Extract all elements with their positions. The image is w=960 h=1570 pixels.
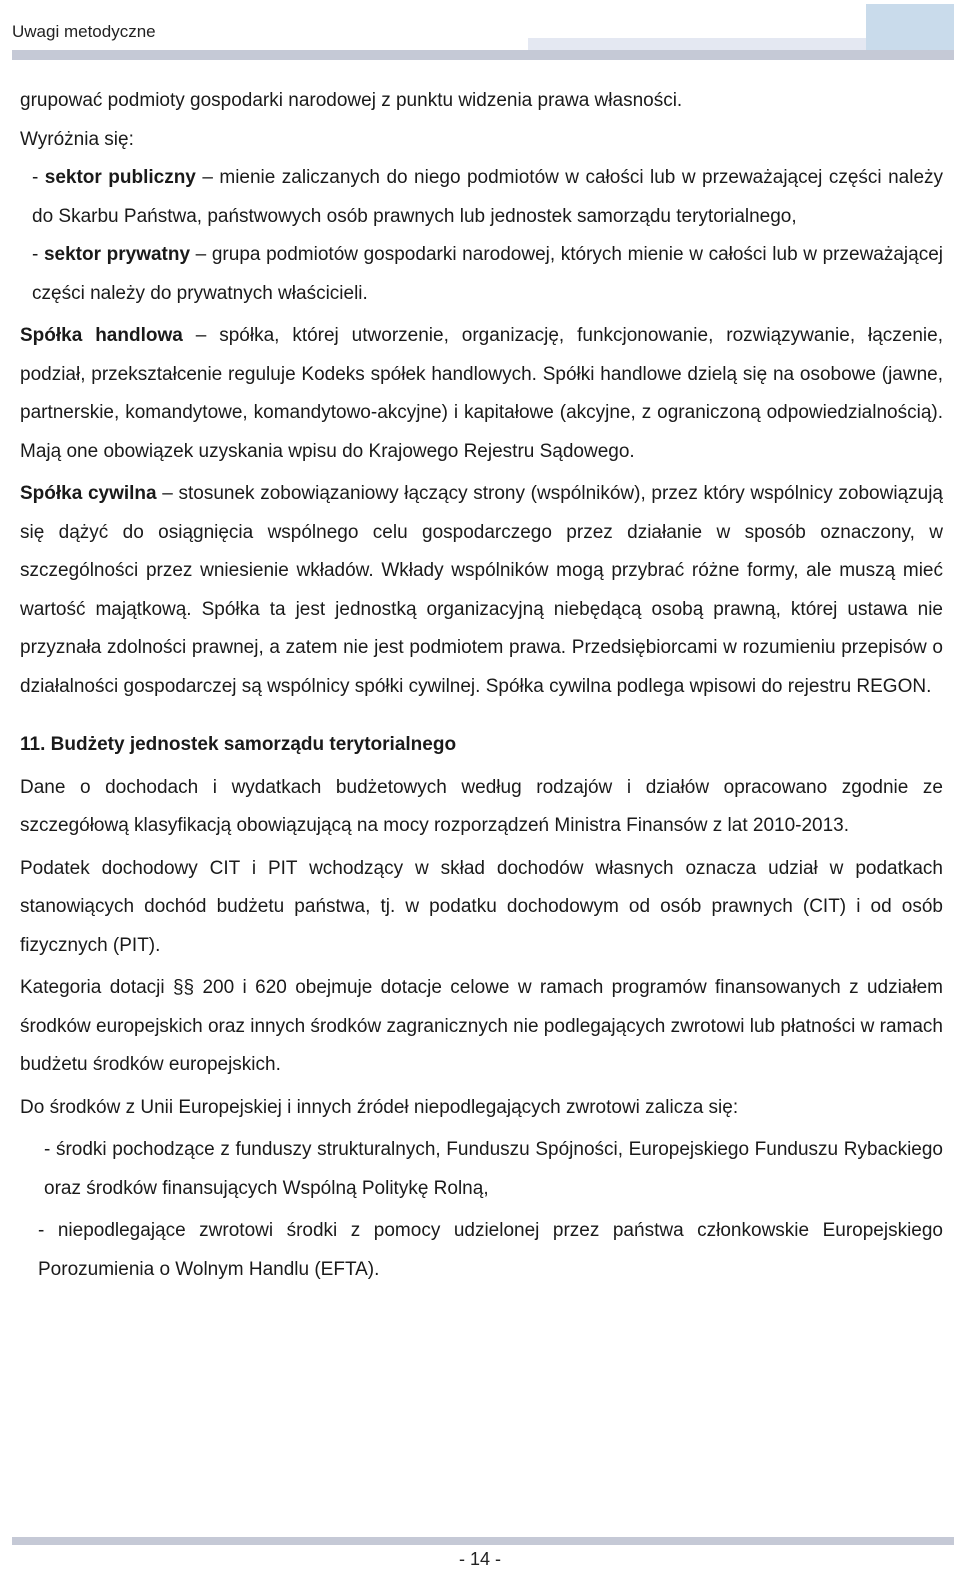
page-content	[20, 82, 943, 1289]
paragraph-eu-funds: Do środków z Unii Europejskiej i innych źródeł niepodlegających zwrotowi zalicza się:	[20, 1096, 739, 1118]
paragraph-public-sector	[20, 159, 943, 236]
term-civil-partnership: Spółka cywilna	[20, 483, 157, 504]
term-private-sector: sektor prywatny	[43, 244, 191, 265]
list-item: - niepodlegające zwrotowi środki z pomocy udzielonej przez państwa członkowskie Europejskiego Porozumienia o Wolnym Handlu (EFTA).	[38, 1220, 943, 1280]
paragraph-civil-partnership	[20, 475, 943, 706]
header-divider	[12, 50, 954, 60]
header-title: Uwagi metodyczne	[12, 22, 156, 41]
dash-prefix: -	[32, 244, 44, 265]
paragraph-budget-data: Dane o dochodach i wydatkach budżetowych według rodzajów i działów opracowano zgodnie ze szczegółową klasyfikacją obowiązującą na mocy rozporządzeń Ministra Finansów z lat 2010-2013.	[20, 776, 943, 836]
definition-commercial-company: – spółka, której utworzenie, organizację, funkcjonowanie, rozwiązywanie, łączenie, podział, przekształcenie reguluje Kodeks spółek handlowych. Spółki handlowe dzielą się na osobowe (jawne, partnerskie, komandytowe, komandytowo-akcyjne) i kapitałowe (akcyjne, z ograniczoną odpowiedzialnością). Mają one obowiązek uzyskania wpisu do Krajowego Rejestru Sądowego.	[20, 325, 943, 462]
definition-private-sector: – grupa podmiotów gospodarki narodowej, których mienie w całości lub w przeważającej części należy do prywatnych właścicieli.	[32, 244, 944, 304]
header-accent-box	[866, 4, 954, 50]
list-item: - środki pochodzące z funduszy strukturalnych, Funduszu Spójności, Europejskiego Funduszu Rybackiego oraz środków finansujących Wspólną Politykę Rolną,	[44, 1139, 943, 1199]
paragraph-income-tax: Podatek dochodowy CIT i PIT wchodzący w skład dochodów własnych oznacza udział w podatkach stanowiących dochód budżetu państwa, tj. w podatku dochodowym od osób prawnych (CIT) i od osób fizycznych (PIT).	[20, 857, 943, 956]
dash-prefix: -	[32, 167, 45, 188]
header-accent-bar	[528, 38, 866, 50]
paragraph-commercial-company	[20, 317, 943, 471]
section-heading: 11. Budżety jednostek samorządu terytorialnego	[20, 734, 457, 755]
paragraph-grant-category: Kategoria dotacji §§ 200 i 620 obejmuje dotacje celowe w ramach programów finansowanych z udziałem środków europejskich oraz innych środków zagranicznych nie podlegających zwrotowi lub płatności w ramach budżetu środków europejskich.	[20, 977, 944, 1075]
paragraph-private-sector	[20, 236, 943, 313]
page-number: - 14 -	[458, 1549, 501, 1569]
term-public-sector: sektor publiczny	[44, 167, 196, 188]
definition-public-sector: – mienie zaliczanych do niego podmiotów w całości lub w przeważającej części należy do Skarbu Państwa, państwowych osób prawnych lub jednostek samorządu terytorialnego,	[32, 167, 944, 227]
paragraph-distinguish: Wyróżnia się:	[20, 128, 134, 150]
term-commercial-company: Spółka handlowa	[20, 325, 183, 346]
paragraph-ownership: grupować podmioty gospodarki narodowej z punktu widzenia prawa własności.	[20, 90, 683, 111]
footer-divider	[12, 1537, 954, 1545]
definition-civil-partnership: – stosunek zobowiązaniowy łączący strony (wspólników), przez który wspólnicy zobowiązują się dążyć do osiągnięcia wspólnego celu gospodarczego przez działanie w sposób oznaczony, w szczególności przez wniesienie wkładów. Wkłady wspólników mogą przybrać różne formy, ale muszą mieć wartość majątkową. Spółka ta jest jednostką organizacyjną niebędącą osobą prawną, której ustawa nie przyznała zdolności prawnej, a zatem nie jest podmiotem prawa. Przedsiębiorcami w rozumieniu przepisów o działalności gospodarczej są wspólnicy spółki cywilnej. Spółka cywilna podlega wpisowi do rejestru REGON.	[20, 483, 943, 697]
